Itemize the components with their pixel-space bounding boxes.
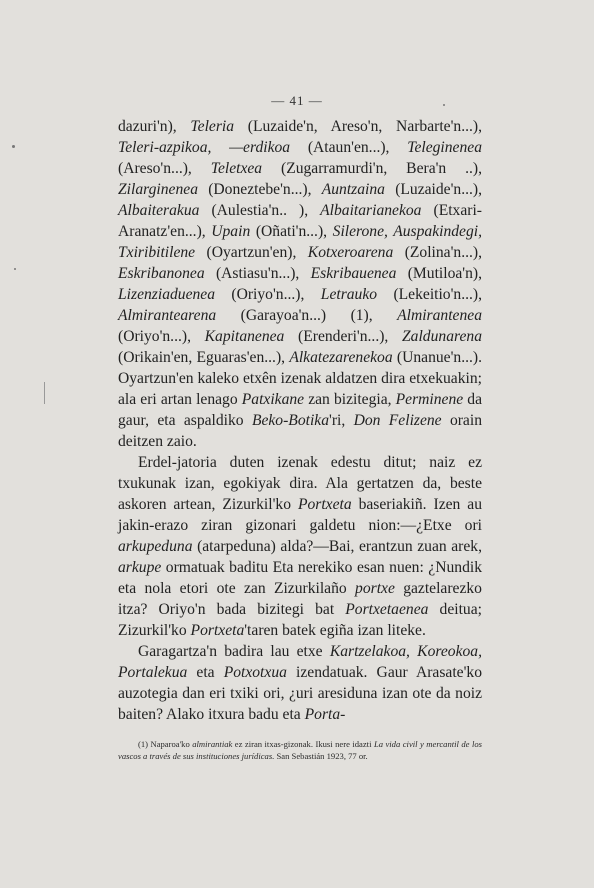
text-run: (1) Naparoa'ko <box>138 739 193 749</box>
text-run: gaztelarezko itza? Oriyo'n bada bizitegi bat <box>118 580 482 618</box>
italic-term: La vida civil y mercantil de los vascos a través de sus instituciones jurídicas. <box>118 739 482 761</box>
text-run: orain deitzen zaio. <box>118 412 482 450</box>
text-run: (Luzaide'n, Areso'n, Narbarte'n...), <box>234 118 482 135</box>
text-run: (Areso'n...), <box>118 160 211 177</box>
text-run: (Doneztebe'n...), <box>198 181 322 198</box>
italic-term: Patxikane <box>241 391 305 408</box>
italic-term: Eskribanonea <box>118 265 205 282</box>
text-run: (Orikain'en, Eguaras'en...), <box>118 349 290 366</box>
text-run: eta <box>187 664 224 681</box>
text-run: dazuri'n), <box>118 118 191 135</box>
paragraph <box>118 452 482 641</box>
scan-speck <box>443 104 445 106</box>
text-run: deitua; Zizurkil'ko <box>118 601 482 639</box>
italic-term: Beko-Botika <box>251 412 330 429</box>
italic-term: portxe <box>355 580 395 597</box>
paragraph <box>118 641 482 725</box>
text-run: (Lekeitio'n...), <box>377 286 483 303</box>
italic-term: Zilarginenea <box>118 181 198 198</box>
scan-speck <box>12 145 15 148</box>
text-run: (Zugarramurdi'n, Bera'n ..), <box>262 160 482 177</box>
text-run: (Aulestia'n.. ), <box>199 202 321 219</box>
italic-term: Kotxeroarena <box>307 244 394 261</box>
text-run: (Oyartzun'en), <box>195 244 308 261</box>
text-run: (Oriyo'n...), <box>118 328 205 345</box>
page-number: — 41 — <box>271 93 323 108</box>
italic-term: Portxeta <box>190 622 245 639</box>
italic-term: Perminene <box>395 391 464 408</box>
body-text <box>118 116 482 725</box>
italic-term: Albaitarianekoa <box>320 202 422 219</box>
text-run: (Oñati'n...), <box>250 223 333 240</box>
italic-term: Almirantenea <box>397 307 482 324</box>
italic-term: Teletxea <box>210 160 263 177</box>
italic-term: Potxotxua <box>223 664 287 681</box>
italic-term: Alkatezarenekoa <box>289 349 393 366</box>
text-run: (Garayoa'n...) (1), <box>216 307 398 324</box>
italic-term: Almirantearena <box>118 307 217 324</box>
text-run: da gaur, eta aspaldiko <box>118 391 483 429</box>
italic-term: almirantiak <box>192 739 233 749</box>
italic-term: Don Felizene <box>353 412 442 429</box>
text-run: (atarpeduna) alda?—Bai, erantzun zuan arek, <box>192 538 482 555</box>
italic-term: Portxeta <box>297 496 352 513</box>
text-run: (Oriyo'n...), <box>215 286 321 303</box>
text-run: (Ataun'en...), <box>290 139 408 156</box>
italic-term: Kartzelakoa, Koreokoa, Portalekua <box>118 643 482 681</box>
italic-term: Teleri-azpikoa, —erdikoa <box>118 139 291 156</box>
italic-term: Portxetaenea <box>345 601 429 618</box>
text-run: Garagartza'n badira lau etxe <box>138 643 330 660</box>
text-run: (Luzaide'n...), <box>384 181 482 198</box>
italic-term: Letrauko <box>320 286 378 303</box>
italic-term: Kapitanenea <box>204 328 285 345</box>
text-run: (Etxari-Aranatz'en...), <box>118 202 482 240</box>
text-run: baseriakiñ. Izen au jakin-erazo ziran gizonari galdetu nion:—¿Etxe ori <box>118 496 482 534</box>
italic-term: Porta <box>304 706 341 723</box>
italic-term: Teleginenea <box>407 139 482 156</box>
text-run: (Erenderi'n...), <box>284 328 402 345</box>
text-run: (Unanue'n...). Oyartzun'en kaleko etxên izenak aldatzen dira etxekuakin; ala eri artan lenago <box>118 349 482 408</box>
scan-speck <box>14 268 16 270</box>
text-run: izendatuak. Gaur Arasate'ko auzotegia dan eri txiki ori, ¿uri aresiduna izan ote da noiz baiten? Alako itxura badu eta <box>118 664 482 723</box>
text-run: ez ziran itxas-gizonak. Ikusi nere idazti <box>232 739 374 749</box>
text-run: (Zolina'n...), <box>393 244 482 261</box>
italic-term: Eskribauenea <box>310 265 397 282</box>
scan-speck <box>44 382 45 404</box>
text-run: Erdel-jatoria duten izenak edestu ditut; naiz ez txukunak izan, egokiyak dira. Ala gertatzen da, beste askoren artean, Zizurkil'ko <box>118 454 482 513</box>
italic-term: Teleria <box>190 118 235 135</box>
italic-term: Silerone, Auspakindegi, Txiribitilene <box>118 223 483 261</box>
italic-term: Albaiterakua <box>118 202 200 219</box>
text-run: ormatuak baditu Eta nerekiko esan nuen: ¿Nundik eta nola etori ote zan Zizurkilaño <box>118 559 482 597</box>
italic-term: arkupeduna <box>118 538 193 555</box>
text-run: (Astiasu'n...), <box>204 265 311 282</box>
italic-term: Upain <box>211 223 251 240</box>
italic-term: Auntzaina <box>321 181 385 198</box>
italic-term: Zaldunarena <box>402 328 482 345</box>
italic-term: arkupe <box>118 559 162 576</box>
text-run: - <box>340 706 346 723</box>
text-run: zan bizitegia, <box>304 391 396 408</box>
text-run: 'ri, <box>329 412 354 429</box>
text-run: (Mutiloa'n), <box>396 265 483 282</box>
italic-term: Lizenziaduenea <box>118 286 216 303</box>
text-run: San Sebastián 1923, 77 or. <box>274 751 368 761</box>
paragraph <box>118 116 482 452</box>
footnote <box>118 738 482 762</box>
text-run: 'taren batek egiña izan liteke. <box>244 622 426 639</box>
